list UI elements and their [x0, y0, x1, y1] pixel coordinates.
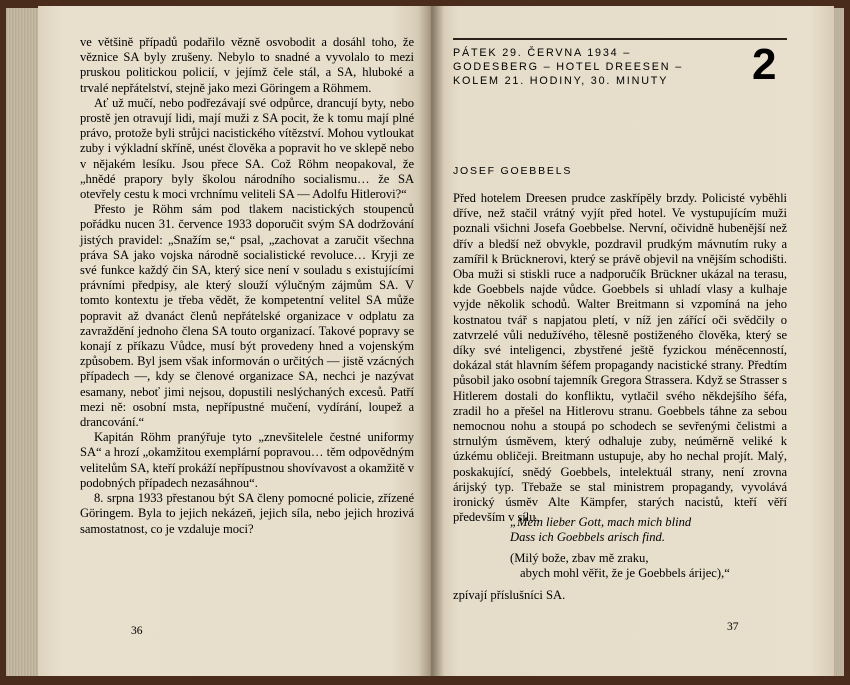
left-paragraph-1: ve většině případů podařilo vězně osvobodit a dosáhl toho, že věznice SA byly zrušeny. Nebylo to snadné a vyvolalo to mezi pruskou politickou policií, v jejímž čele stál, a SA, hluboké a trvalé nepřátelství, stejně jako mezi Göringem a Röhmem. — [80, 35, 414, 95]
header-line-3: KOLEM 21. HODINY, 30. MINUTY — [453, 75, 669, 87]
right-page-body: Před hotelem Dreesen prudce zaskřípěly brzdy. Policisté vyběhli dříve, než stačil vrátný vyjít před hotel. Ve vystupujícím muži poznali všichni Josefa Goebbelse. Nervní, očividně hubenější než dřív a bledší než obvykle, pozdravil prudkým mávnutím ruky a zamířil k Brücknerovi, který se právě objevil na vnějším schodišti. Oba muži si stiskli ruce a nadporučík Brückner ukázal na terasu, kde Goebbels najde vůdce. Goebbels si uhladí vlasy a kulhaje vyjde několik schodů. Walter Breitmann si vzpomíná na jeho kostnatou tvář s napjatou pletí, v níž jen zářící oči svědčily o zatvrzelé vůli nedužívého, tělesně postiženého člověka, který se díky své inteligenci, zbystřené ještě fyzickou méněcenností, dokázal stát hlavním šéfem propagandy nacistické strany. Předtím působil jako osobní tajemník Gregora Strassera. Když se Strasser s Hitlerem dostali do konfliktu, vytlačil svého někdejšího šéfa, zradil ho a přešel na Hitlerovu stranu. Goebbels táhne za sebou nemocnou nohu a stoupá po schodech se sevřenými čelistmi a strnulým úsměvem, který odhaluje zuby, neúměrně veliké k úzkému obličeji. Breitmann ustupuje, aby ho nechal projít. Malý, poskakující, snědý Goebbels, intelektuál strany, není zrovna árijský typ. Třebaže se stal ministrem propagandy, vyvolává ironický úsměv Alte Kämpfer, starých nacistů, kteří věří především v sílu. — [453, 191, 787, 525]
page-edges-left — [6, 8, 40, 676]
left-paragraph-2: Ať už mučí, nebo podřezávají své odpůrce, drancují byty, nebo prostě jen otravují lidi, mají muži z SA pocit, že k tomu mají plné právo, protože byli strůjci nacistického vítězství. Mohou vytloukat zuby i výkladní skříně, unést člověka a popravit ho ve sklepě nebo v nějakém lesíku. Jsou přece SA. Což Röhm neopakoval, že „hnědé prapory byly školou národního socialismu… že SA otevřely cestu k moci vrchnímu veliteli SA — Adolfu Hitlerovi?“ — [80, 95, 414, 202]
narrator-name: JOSEF GOEBBELS — [453, 165, 573, 177]
book-gutter — [418, 6, 444, 676]
page-number-right: 37 — [727, 621, 739, 633]
closing-line: zpívají příslušníci SA. — [453, 588, 566, 602]
header-line-1: PÁTEK 29. ČERVNA 1934 – — [453, 47, 632, 59]
chapter-number: 2 — [752, 40, 777, 89]
left-paragraph-5: 8. srpna 1933 přestanou být SA členy pomocné policie, zřízené Göringem. Byla to jejich nekázeň, jejich síla, nebo jejich hrozivá samostatnost, co je vzdaluje moci? — [80, 491, 414, 536]
chapter-header — [453, 46, 715, 88]
page-edges-right — [834, 8, 844, 676]
left-page-text — [80, 35, 414, 537]
left-paragraph-3: Přesto je Röhm sám pod tlakem nacistických stoupenců pořádku nucen 31. července 1933 doporučit svým SA dodržování jistých pravidel: „Snažím se,“ psal, „zachovat a zaručit všechna práva SA jako vojska národně socialistické revoluce… Kryji ze své funkce každý čin SA, který sice není v souladu s existujícími právními předpisy, ale který slouží výlučným zájmům SA. V tomto kontextu je třeba vědět, že kompetentní velitel SA může popravit až dvanáct členů nepřátelské organizace v odplatu za zavraždění jednoho člena SA touto organizací. Takové popravy se konají z příkazu Vůdce, musí být provedeny hned a vojenským způsobem. Byl jsem však informován o určitých — jistě vzácných případech —, kdy se členové organizace SA, nechci je nazývat esamany, neboť jimi nejsou, dopustili neslýchaných excesů. Patří mezi ně: osobní msta, nepřípustné mučení, vydírání, loupež a drancování.“ — [80, 202, 414, 430]
left-paragraph-4: Kapitán Röhm pranýřuje tyto „znevšitelele čestné uniformy SA“ a hrozí „okamžitou exemplární popravou… těm odpovědným velitelům SA, kteří prokáží nepřípustnou shovívavost a okamžitě v podobných případech nezasáhnou“. — [80, 430, 414, 490]
quote-german-line-2: Dass ich Goebbels arisch find. — [510, 530, 665, 545]
chapter-header-rule — [453, 38, 787, 40]
quote-german — [510, 515, 790, 545]
quote-czech — [510, 551, 790, 581]
header-line-2: GODESBERG – HOTEL DREESEN – — [453, 61, 683, 73]
quote-german-line-1: „Mein lieber Gott, mach mich blind — [510, 515, 692, 529]
quote-czech-line-1: (Milý bože, zbav mě zraku, — [510, 551, 649, 565]
page-number-left: 36 — [131, 625, 143, 637]
quote-czech-line-2: abych mohl věřit, že je Goebbels árijec),“ — [520, 566, 730, 581]
